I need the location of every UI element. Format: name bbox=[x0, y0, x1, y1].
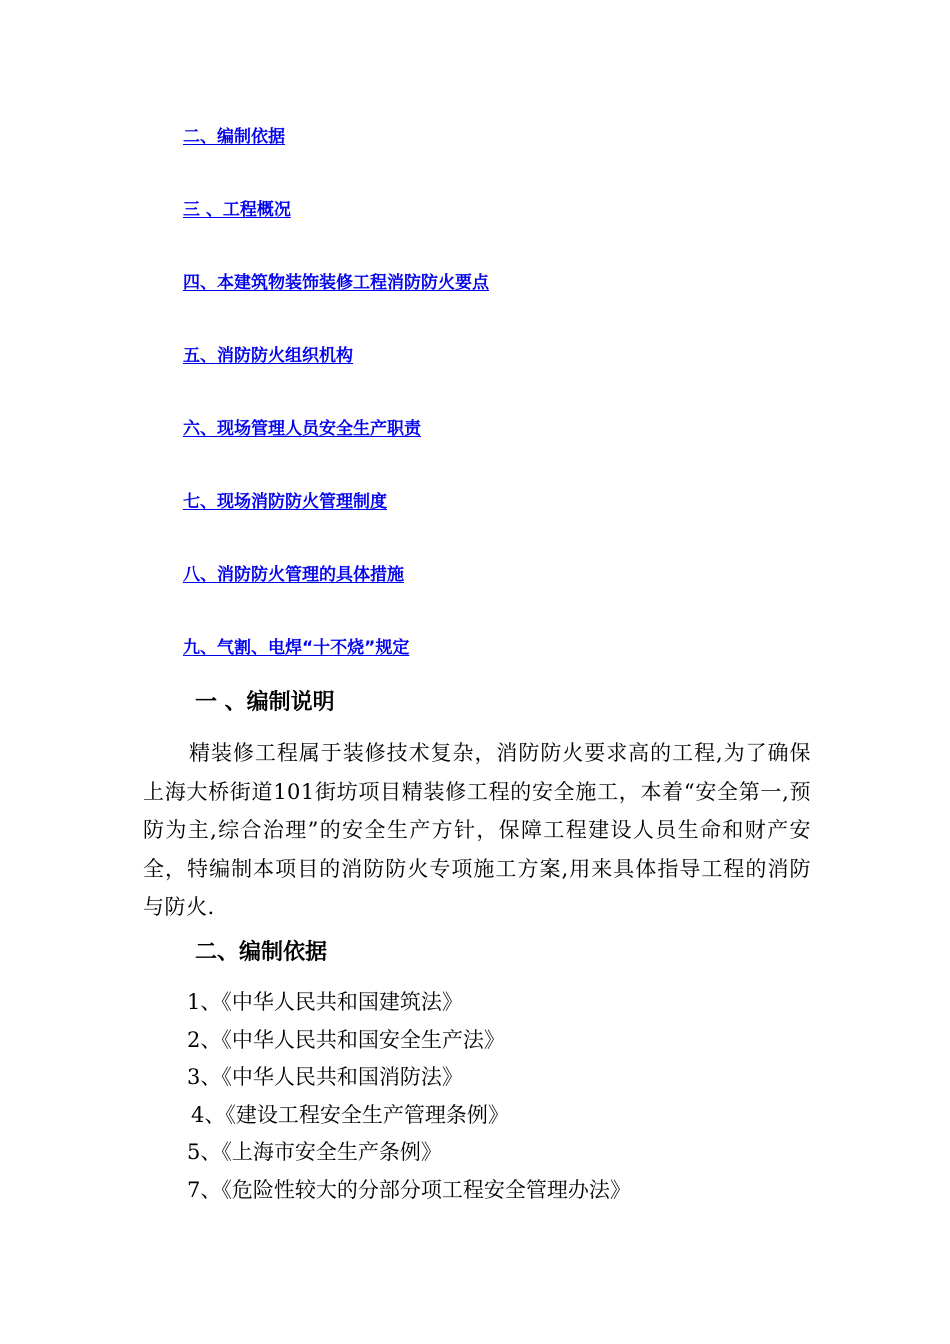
toc-item bbox=[183, 124, 489, 197]
reference-item: 2、《中华人民共和国安全生产法》 bbox=[187, 1027, 505, 1052]
toc-link-responsibilities[interactable]: 六、现场管理人员安全生产职责 bbox=[183, 419, 421, 439]
toc-item bbox=[183, 197, 489, 270]
toc-item bbox=[183, 416, 489, 489]
reference-item: 1、《中华人民共和国建筑法》 bbox=[187, 990, 463, 1014]
toc-item bbox=[183, 562, 489, 635]
description-paragraph: 精装修工程属于装修技术复杂，消防防火要求高的工程,为了确保上海大桥街道101街坊项目精装修工程的安全施工，本着“安全第一,预防为主,综合治理”的安全生产方针，保障工程建设人员生命和财产安全，特编制本项目的消防防火专项施工方案,用来具体指导工程的消防与防火. bbox=[143, 741, 811, 919]
toc-link-measures[interactable]: 八、消防防火管理的具体措施 bbox=[183, 565, 404, 585]
section-heading-description: 一 、编制说明 bbox=[195, 690, 335, 715]
reference-list bbox=[187, 984, 631, 1209]
table-of-contents bbox=[183, 124, 489, 708]
toc-link-basis[interactable]: 二、编制依据 bbox=[183, 127, 285, 147]
section-heading-basis: 二、编制依据 bbox=[195, 940, 328, 965]
toc-item bbox=[183, 270, 489, 343]
toc-link-overview[interactable]: 三 、工程概况 bbox=[183, 200, 291, 220]
toc-link-welding-rules[interactable]: 九、气割、电焊“十不烧”规定 bbox=[183, 638, 410, 658]
toc-link-management-system[interactable]: 七、现场消防防火管理制度 bbox=[183, 492, 387, 512]
reference-item: 4、《建设工程安全生产管理条例》 bbox=[191, 1102, 509, 1127]
reference-item: 7、《危险性较大的分部分项工程安全管理办法》 bbox=[187, 1177, 631, 1202]
reference-item: 5、《上海市安全生产条例》 bbox=[187, 1140, 442, 1164]
toc-link-organization[interactable]: 五、消防防火组织机构 bbox=[183, 346, 353, 366]
toc-item bbox=[183, 489, 489, 562]
toc-link-key-points[interactable]: 四、本建筑物装饰装修工程消防防火要点 bbox=[183, 273, 489, 293]
reference-item: 3、《中华人民共和国消防法》 bbox=[187, 1065, 463, 1089]
toc-item bbox=[183, 343, 489, 416]
